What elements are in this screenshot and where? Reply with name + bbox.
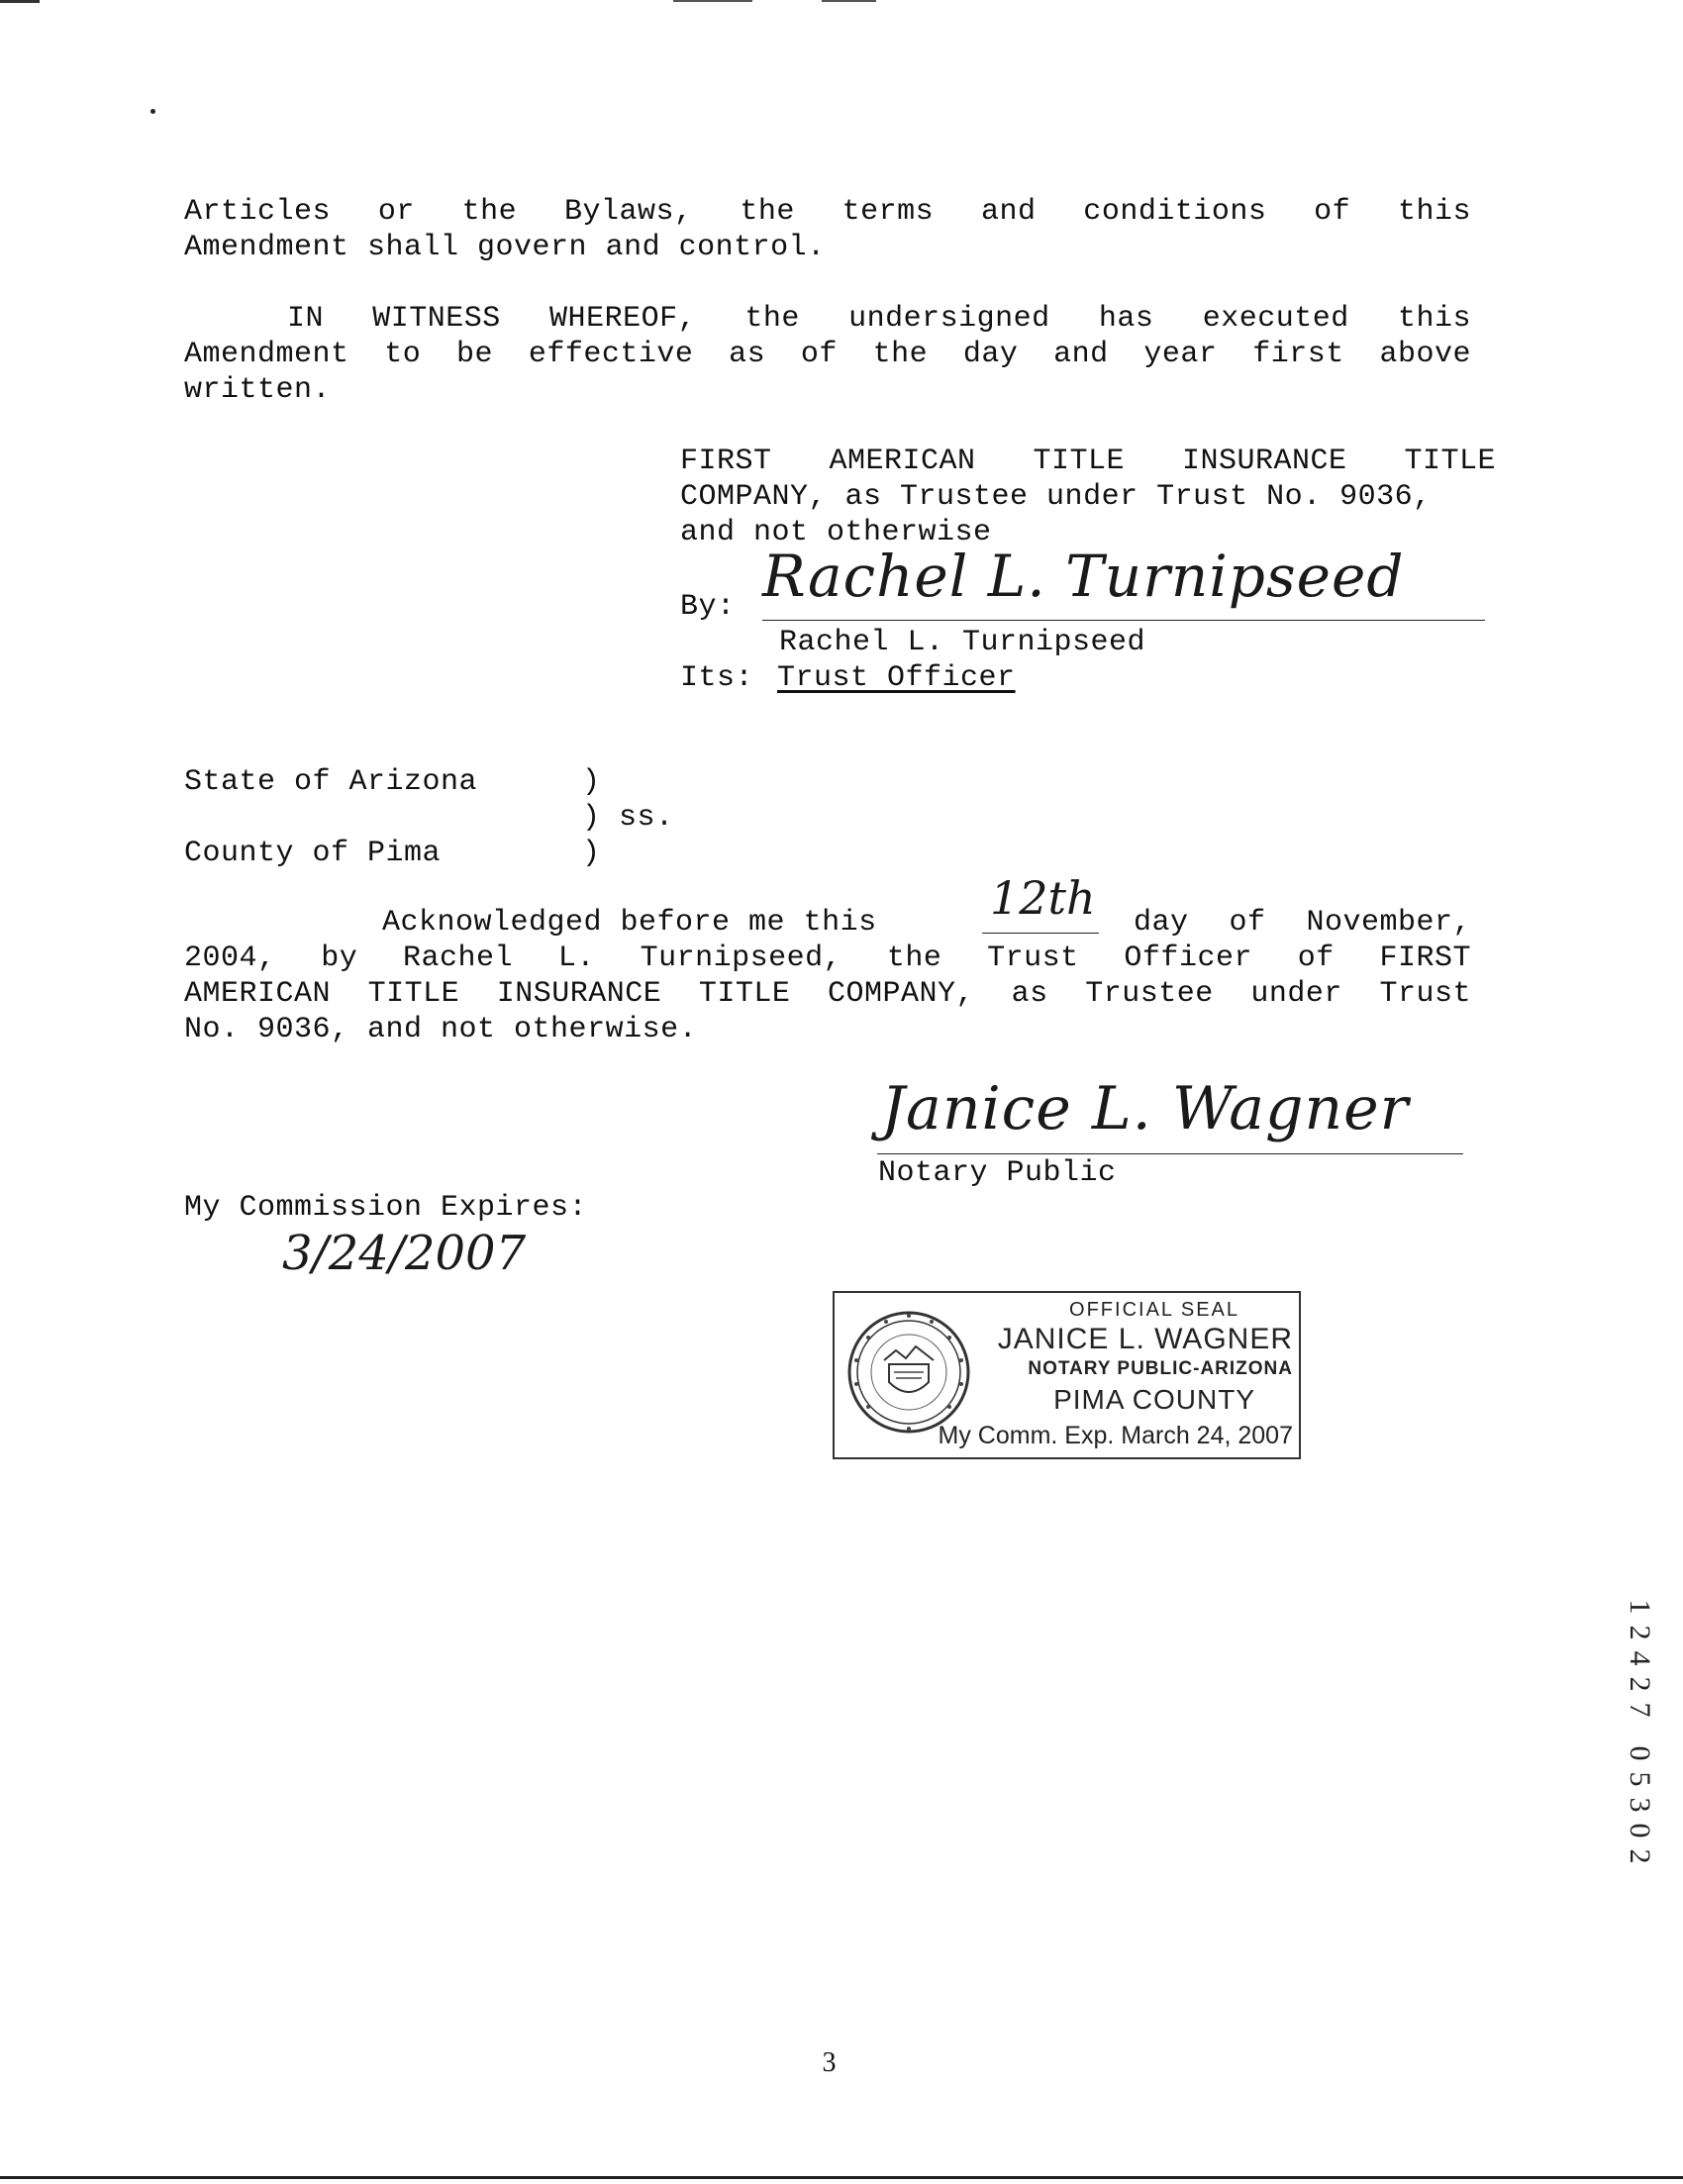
venue-state: State of Arizona xyxy=(184,765,478,799)
company-line1: FIRST AMERICAN TITLE INSURANCE TITLE xyxy=(680,445,1496,478)
venue-paren-1: ) xyxy=(582,765,601,799)
notary-signature: Janice L. Wagner xyxy=(881,1074,1410,1143)
venue-paren-3: ) xyxy=(582,837,601,870)
company-line2: COMPANY, as Trustee under Trust No. 9036, xyxy=(680,480,1432,514)
state-seal-icon xyxy=(844,1303,973,1441)
ack-day-handwritten: 12th xyxy=(990,871,1096,925)
seal-notary-state: NOTARY PUBLIC-ARIZONA xyxy=(1028,1358,1293,1379)
side-recording-code xyxy=(1624,1594,1656,1869)
scan-mark-top-left xyxy=(0,0,40,3)
scan-edge-bottom xyxy=(0,2176,1683,2179)
side-code-digit: 0 xyxy=(1624,1823,1656,1838)
para2-line1: IN WITNESS WHEREOF, the undersigned has executed this xyxy=(287,302,1471,336)
side-code-digit: 4 xyxy=(1624,1650,1656,1666)
commission-label: My Commission Expires: xyxy=(184,1191,588,1225)
by-label: By: xyxy=(680,590,736,624)
scan-mark-top-1 xyxy=(673,0,752,2)
side-code-digit: 2 xyxy=(1624,1676,1656,1692)
side-code-digit: 2 xyxy=(1624,1848,1656,1864)
side-code-digit: 7 xyxy=(1624,1702,1656,1718)
side-code-digit: 2 xyxy=(1624,1625,1656,1640)
its-label: Its: xyxy=(680,661,754,695)
para1-line2: Amendment shall govern and control. xyxy=(184,231,826,264)
para2-line3: written. xyxy=(184,373,332,407)
ack-line3: AMERICAN TITLE INSURANCE TITLE COMPANY, as Trustee under Trust xyxy=(184,977,1471,1011)
side-code-digit: 5 xyxy=(1624,1771,1656,1787)
company-line3: and not otherwise xyxy=(680,516,992,549)
side-code-digit: 1 xyxy=(1624,1599,1656,1615)
seal-notary-name: JANICE L. WAGNER xyxy=(997,1323,1293,1355)
seal-title: OFFICIAL SEAL xyxy=(1069,1299,1239,1321)
para2-line2: Amendment to be effective as of the day and year first above xyxy=(184,338,1471,371)
scan-speck xyxy=(150,109,155,114)
ack-line4: No. 9036, and not otherwise. xyxy=(184,1013,698,1046)
scan-mark-top-2 xyxy=(822,0,876,2)
trustee-signature: Rachel L. Turnipseed xyxy=(762,543,1405,610)
printed-name: Rachel L. Turnipseed xyxy=(779,626,1146,659)
notary-line xyxy=(877,1153,1463,1154)
venue-paren-ss: ) ss. xyxy=(582,801,674,835)
side-code-digit: 0 xyxy=(1624,1745,1656,1761)
seal-expiration: My Comm. Exp. March 24, 2007 xyxy=(938,1422,1293,1449)
ack-post: day of November, xyxy=(1134,906,1471,940)
ack-line2: 2004, by Rachel L. Turnipseed, the Trust Officer of FIRST xyxy=(184,942,1471,975)
para1-line1: Articles or the Bylaws, the terms and conditions of this xyxy=(184,195,1471,229)
venue-county: County of Pima xyxy=(184,837,442,870)
notary-label: Notary Public xyxy=(878,1156,1117,1190)
ack-pre: Acknowledged before me this xyxy=(382,906,877,940)
page-number: 3 xyxy=(822,2047,837,2078)
officer-title: Trust Officer xyxy=(777,661,1016,695)
official-seal-stamp xyxy=(833,1291,1301,1459)
commission-date-handwritten: 3/24/2007 xyxy=(282,1226,527,1281)
seal-county: PIMA COUNTY xyxy=(1053,1384,1255,1415)
signature-line xyxy=(762,620,1485,621)
ack-day-line xyxy=(982,933,1099,934)
side-code-digit: 3 xyxy=(1624,1797,1656,1813)
